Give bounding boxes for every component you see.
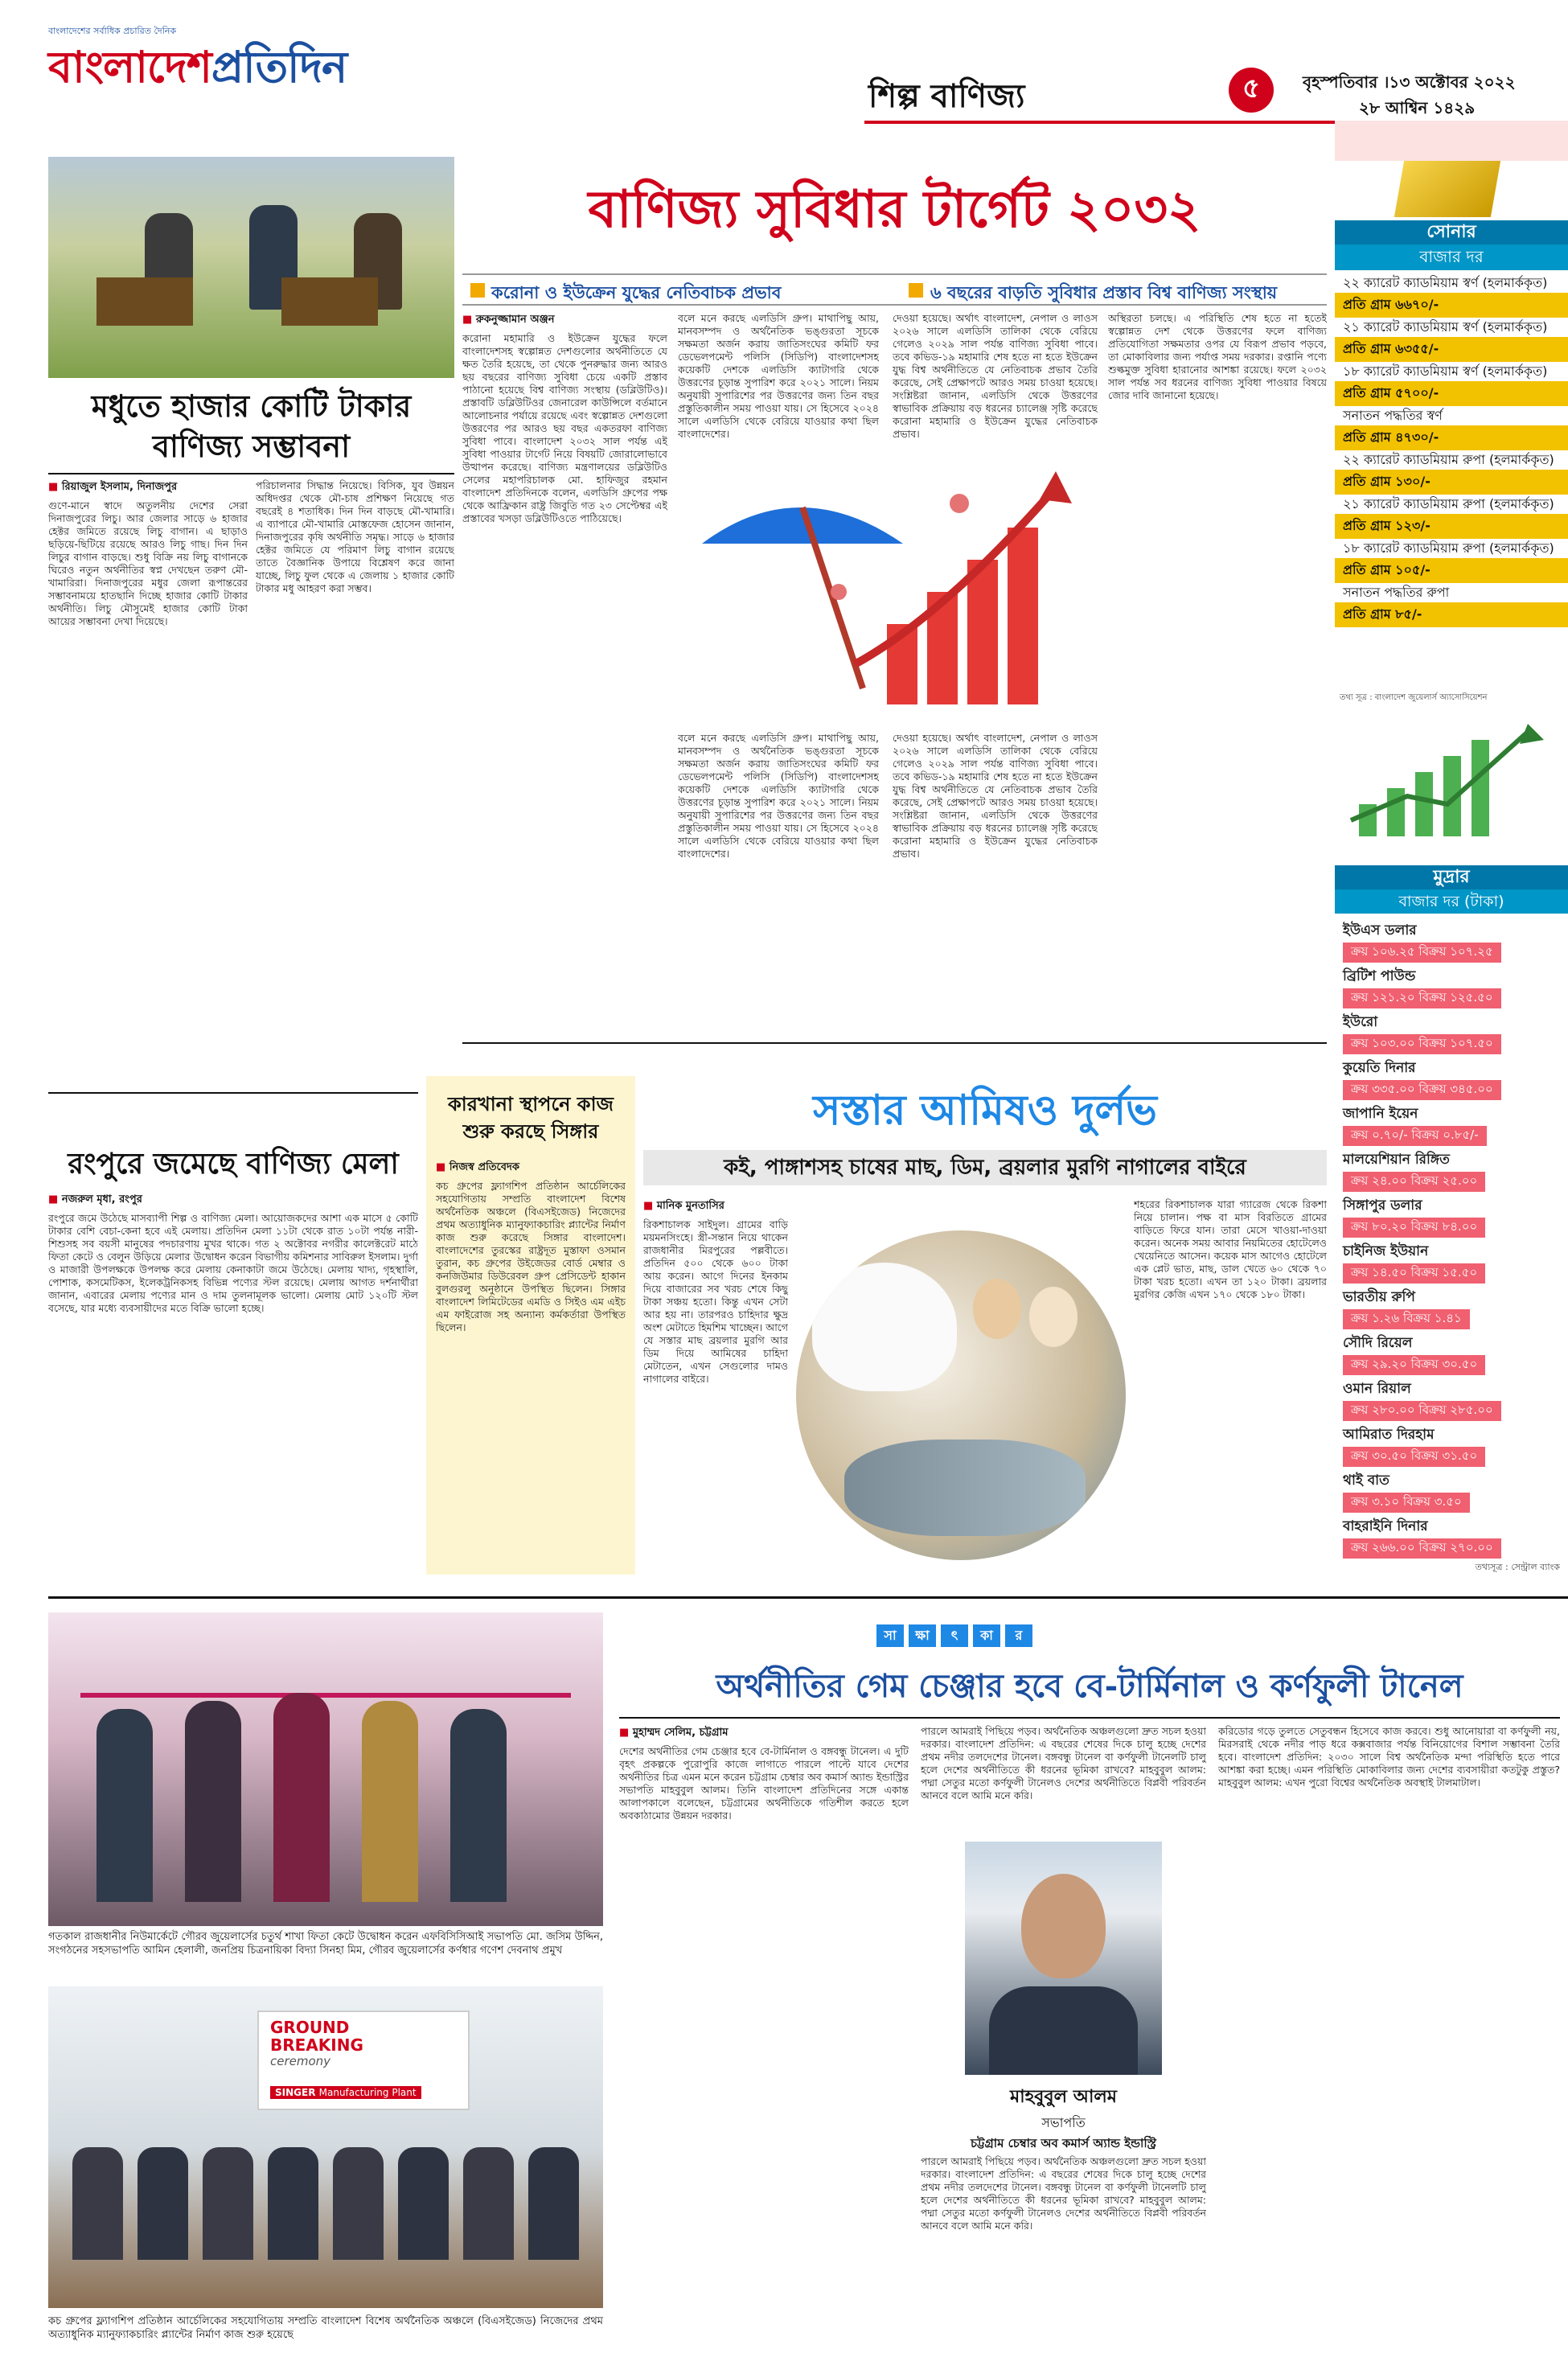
- gold-item-name: ১৮ ক্যারেট ক্যাডমিয়াম স্বর্ণ (হলমার্ককৃত): [1343, 363, 1548, 379]
- person-figure: [268, 2147, 318, 2260]
- currency-rate: ক্রয় ১০৬.২৫ বিক্রয় ১০৭.২৫: [1343, 943, 1501, 963]
- currency-name: বাহরাইনি দিনার: [1343, 1518, 1428, 1534]
- masthead: [0, 0, 1568, 137]
- interview-tag: [876, 1624, 1032, 1649]
- currency-rate: ক্রয় ৩০.৫০ বিক্রয় ৩১.৫০: [1343, 1447, 1485, 1467]
- person-figure: [203, 2147, 253, 2260]
- gold-item-name: সনাতন পদ্ধতির রুপা: [1343, 585, 1450, 600]
- gold-item-price: প্রতি গ্রাম ১০৫/-: [1335, 558, 1568, 583]
- honey-byline: ■ রিয়াজুল ইসলাম, দিনাজপুর: [48, 481, 178, 493]
- gold-item-name: ২১ ক্যারেট ক্যাডমিয়াম রুপা (হলমার্ককৃত): [1343, 496, 1554, 511]
- date-band: [1335, 121, 1568, 161]
- logo-accent: প্রতিদিন: [211, 41, 347, 92]
- interview-tag-letter: র: [1005, 1624, 1032, 1647]
- gold-item-price: প্রতি গ্রাম ৮৫/-: [1335, 602, 1568, 627]
- egg-shape: [973, 1279, 1021, 1339]
- interview-text-2: পারলে আমরাই পিছিয়ে পড়ব। অর্থনৈতিক অঞ্চলগুলো দ্রুত সচল হওয়া দরকার। বাংলাদেশ প্রতিদিন: এ বছরের শেষের দিকে চালু হচ্ছে দেশের প্রথম নদীর তলদেশের টানেল। বঙ্গবন্ধু টানেল বা কর্ণফুলী টানেলটি চালু হলে দেশের অর্থনীতিতে কী ধরনের ভূমিকা রাখবে? মাহবুবুল আলম: পদ্মা সেতুর মতো কর্ণফুলী টানেলও দেশের অর্থনীতিতে বিপ্লবী পরিবর্তন আনবে বলে আমি মনে করি।: [921, 1725, 1206, 1801]
- interview-headline[interactable]: অর্থনীতির গেম চেঞ্জার হবে বে-টার্মিনাল ও কর্ণফুলী টানেল: [716, 1667, 1463, 1705]
- gold-title-2: বাজার দর: [1419, 247, 1484, 266]
- newspaper-logo[interactable]: [48, 34, 347, 106]
- growth-chart-icon: [1335, 708, 1568, 852]
- currency-name: ব্রিটিশ পাউন্ড: [1343, 968, 1416, 984]
- rangpur-byline: ■ নজরুল মৃধা, রংপুর: [48, 1193, 142, 1205]
- gold-item-price: প্রতি গ্রাম ১৩০/-: [1335, 470, 1568, 495]
- gold-title-1: সোনার: [1335, 220, 1568, 244]
- currency-name: সিঙ্গাপুর ডলার: [1343, 1197, 1422, 1214]
- currency-rate: ক্রয় ২৪.০০ বিক্রয় ২৫.০০: [1343, 1172, 1485, 1192]
- lead-text-2: বলে মনে করছে এলডিসি গ্রুপ। মাথাপিছু আয়, মানবসম্পদ ও অর্থনৈতিক ভঙ্গুরতা সূচকে সক্ষমতা অর্জন করায় জাতিসংঘের কমিটি ফর ডেভেলপমেন্ট পলিসি (সিডিপি) বাংলাদেশসহ কয়েকটি দেশকে এলডিসি ক্যাটাগরি থেকে উত্তরণের চূড়ান্ত সুপারিশ করে ২০২১ সালে। নিয়ম অনুযায়ী সুপারিশের পর উত্তরণের জন্য তিন বছর প্রস্তুতিকালীন সময় পাওয়া যায়। সে হিসেবে ২০২৪ সালে এলডিসি থেকে বেরিয়ে যাওয়ার কথা ছিল বাংলাদেশের।: [678, 312, 879, 440]
- divider: [48, 473, 454, 474]
- gold-item-price: প্রতি গ্রাম ১২৩/-: [1335, 514, 1568, 539]
- person-figure: [138, 2147, 188, 2260]
- honey-text-2: পরিচালনার সিদ্ধান্ত নিয়েছে। বিসিক, যুব উন্নয়ন অধিদপ্তর থেকে মৌ-চাষ প্রশিক্ষণ নিয়েছে গত বছরেই ৪ শতাধিক। দিন দিন বাড়ছে মৌ-খামারি। এ ব্যাপারে মৌ-খামারি মোস্তফেজ হোসেন জানান, দিনাজপুরের কৃষি অর্থনীতি সমৃদ্ধ। সাড়ে ৬ হাজার হেক্টর জমিতে যে পরিমাণ লিচু বাগান রয়েছে তাতে বৈজ্ঞানিক উপায়ে বিশ্লেষণ করে জানা যাচ্ছে, লিচু ফুল থেকে এ জেলায় ১ হাজার কোটি টাকার মধু আহরণ করা সম্ভব।: [256, 479, 454, 594]
- person-figure: [273, 1693, 330, 1902]
- factory-byline: ■ নিজস্ব প্রতিবেদক: [436, 1161, 519, 1173]
- honey-col1: [48, 479, 248, 1090]
- factory-text: কচ গ্রুপের ফ্ল্যাগশিপ প্রতিষ্ঠান আর্চেলিকের সহযোগিতায় সম্প্রতি বাংলাদেশ বিশেষ অর্থনৈতিক অঞ্চলে (বিএসইজেড) নিজেদের প্রথম অত্যাধুনিক ম্যানুফ্যাকচারিং প্ল্যান্টের নির্মাণ কাজ শুরু করেছে সিঙ্গার বাংলাদেশ। বাংলাদেশের তুরস্কের রাষ্ট্রদূত মুস্তাফা ওসমান তুরান, কচ গ্রুপের উইজেডর বোর্ড মেম্বার ও কনজিউমার ডিউরেবল গ্রুপ প্রেসিডেন্ট হাকান বুলগুরলু অনুষ্ঠানে উপস্থিত ছিলেন। সিঙ্গার বাংলাদেশ লিমিটেডের এমডি ও সিইও এম এইচ এম ফাইরোজ সহ অন্যান্য কর্মকর্তারা উপস্থিত ছিলেন।: [436, 1180, 626, 1333]
- person-figure: [362, 1701, 418, 1902]
- interview-tag-letter: ৎ: [941, 1624, 968, 1647]
- gold-item-name: ১৮ ক্যারেট ক্যাডমিয়াম রুপা (হলমার্ককৃত): [1343, 540, 1554, 556]
- gold-bar-icon: [1394, 161, 1500, 217]
- banner-ceremony: ceremony: [270, 2054, 331, 2068]
- ceremony-banner: [257, 2011, 470, 2110]
- kicker-bullet-icon: [909, 283, 923, 298]
- arrow-head-icon: [1040, 471, 1072, 503]
- currency-name: কুয়েতি দিনার: [1343, 1060, 1416, 1076]
- currency-rate: ক্রয় ৩৩৫.০০ বিক্রয় ৩৪৫.০০: [1343, 1080, 1501, 1100]
- currency-name: চাইনিজ ইউয়ান: [1343, 1243, 1429, 1259]
- egg-shape: [1029, 1287, 1077, 1347]
- currency-rate: ক্রয় ২৬৬.০০ বিক্রয় ২৭০.০০: [1343, 1538, 1501, 1559]
- currency-rate: ক্রয় ১০৩.০০ বিক্রয় ১০৭.৫০: [1343, 1034, 1501, 1054]
- fish-byline: ■ মানিক মুনতাসির: [643, 1200, 724, 1212]
- logo-tagline: বাংলাদেশের সর্বাধিক প্রচারিত দৈনিক: [48, 26, 177, 36]
- currency-rate: ক্রয় ৩.১০ বিক্রয় ৩.৫০: [1343, 1493, 1470, 1513]
- interview-col1: [619, 1725, 909, 2364]
- fish-shape: [844, 1440, 1086, 1536]
- virus-icon: [831, 584, 847, 600]
- interview-text-1: দেশের অর্থনীতির গেম চেঞ্জার হবে বে-টার্মিনাল ও বঙ্গবন্ধু টানেল। এ দুটি বৃহৎ প্রকল্পকে পুরোপুরি কাজে লাগাতে পারলে পাল্টে যাবে দেশের অর্থনীতির চিত্র এমন মনে করেন চট্টগ্রাম চেম্বার অব কমার্স অ্যান্ড ইন্ডাস্ট্রির সভাপতি মাহবুবুল আলম। তিনি বাংলাদেশ প্রতিদিনের সঙ্গে একান্ত আলাপকালে বলেছেন, চট্টগ্রামের অর্থনীতিকে গতিশীল করতে হলে অবকাঠামোর উন্নয়ন দরকার।: [619, 1745, 909, 1822]
- divider: [48, 1092, 418, 1094]
- banner-breaking: BREAKING: [270, 2035, 363, 2055]
- lead-illustration: [678, 455, 1100, 725]
- singer-groundbreaking-photo: [48, 1986, 603, 2308]
- divider: [48, 1596, 1568, 1599]
- factory-box: [426, 1076, 635, 1575]
- person-figure: [398, 2147, 449, 2260]
- gold-item-price: প্রতি গ্রাম ৪৭৩০/-: [1335, 425, 1568, 450]
- virus-icon: [950, 494, 969, 513]
- lead-kicker-2: ৬ বছরের বাড়তি সুবিধার প্রস্তাব বিশ্ব বাণিজ্য সংস্থায়: [930, 283, 1278, 302]
- divider: [462, 1042, 1327, 1044]
- honeycomb-frame: [96, 277, 193, 326]
- portrait-caption: [921, 2083, 1206, 2154]
- currency-rate: ক্রয় ১.২৬ বিক্রয় ১.৪১: [1343, 1309, 1470, 1329]
- gold-price-list: [1335, 273, 1568, 627]
- currency-name: আমিরাত দিরহাম: [1343, 1427, 1435, 1443]
- currency-name: ইউএস ডলার: [1343, 922, 1417, 939]
- currency-rate: ক্রয় ১২১.২০ বিক্রয় ১২৫.৫০: [1343, 988, 1501, 1008]
- lead-byline: ■ রুকনুজ্জামান অঞ্জন: [462, 314, 555, 326]
- portrait-name: মাহবুবুল আলম: [1010, 2087, 1117, 2107]
- gold-item-name: ২২ ক্যারেট ক্যাডমিয়াম স্বর্ণ (হলমার্ককৃত): [1343, 275, 1548, 290]
- rangpur-block: [48, 1192, 418, 1558]
- currency-name: মালয়েশিয়ান রিঙ্গিত: [1343, 1152, 1450, 1168]
- currency-name: জাপানি ইয়েন: [1343, 1106, 1418, 1122]
- section-title: শিল্প বাণিজ্য: [868, 77, 1025, 115]
- currency-source: তথ্যসূত্র : সেন্ট্রাল ব্যাংক: [1475, 1562, 1560, 1572]
- lead-text-3b: দেওয়া হয়েছে। অর্থাৎ বাংলাদেশ, নেপাল ও লাওস ২০২৬ সালে এলডিসি তালিকা থেকে বেরিয়ে গেলেও ২০২৯ সাল পর্যন্ত বাণিজ্য সুবিধা পাবে। তবে কভিড-১৯ মহামারি শেষ হতে না হতে ইউক্রেন যুদ্ধ বিশ্ব অর্থনীতিতে যে নেতিবাচক প্রভাব তৈরি করেছে, সেই প্রেক্ষাপটে আরও সময় চাওয়া হয়েছে। সংশ্লিষ্টরা জানান, এলডিসি থেকে উত্তরণের স্বাভাবিক প্রক্রিয়ায় বড় ধরনের চ্যালেঞ্জ সৃষ্টি করেছে করোনা মহামারি ও ইউক্রেন যুদ্ধের নেতিবাচক প্রভাব।: [893, 732, 1098, 860]
- fish-subhead: কই, পাঙ্গাশসহ চাষের মাছ, ডিম, ব্রয়লার মুরগি নাগালের বাইরে: [643, 1150, 1327, 1185]
- rangpur-text: রংপুরে জমে উঠেছে মাসব্যাপী শিল্প ও বাণিজ্য মেলা। আয়োজকদের আশা এক মাসে ৫ কোটি টাকার বেশি বেচা-কেনা হবে এই মেলায়। প্রতিদিন মেলা ১১টা থেকে রাত ১০টা পর্যন্ত নারী-শিশুসহ সব বয়সী মানুষের পদচারণায় মুখর থাকে। গত ২ অক্টোবর নগরীর কালেক্টরেট মাঠে ফিতা কেটে ও বেলুন উড়িয়ে মেলার উদ্বোধন করেন বিভাগীয় কমিশনার সাবিরুল ইসলাম। দুর্গা ও মাজারী উপলক্ষকে উপলক্ষ করে মেলায় কেনাকাটা জমে উঠেছে। মেলায় খাদ্য, গৃহস্থালি, পোশাক, কসমেটিকস, ইলেকট্রনিকসহ বিভিন্ন পণ্যের স্টল রয়েছে। মেলায় আগত দর্শনার্থীরা জানান, এবারের মেলায় পণ্যের মান ও দাম তুলনামূলক ভালো। মেলায় মোট ১২০টি স্টল বসেছে, যার মধ্যে ব্যবসায়ীদের মতে বিক্রি ভালো হচ্ছে।: [48, 1212, 418, 1314]
- currency-rate: ক্রয় ২৯.২০ বিক্রয় ৩০.৫০: [1343, 1355, 1485, 1375]
- honey-headline[interactable]: মধুতে হাজার কোটি টাকার বাণিজ্য সম্ভাবনা: [91, 388, 412, 464]
- singer-caption: কচ গ্রুপের ফ্ল্যাগশিপ প্রতিষ্ঠান আর্চেলিকের সহযোগিতায় সম্প্রতি বাংলাদেশ বিশেষ অর্থনৈতিক অঞ্চলে (বিএসইজেড) নিজেদের প্রথম অত্যাধুনিক ম্যানুফ্যাকচারিং প্ল্যান্টের নির্মাণ কাজ শুরু হয়েছে: [48, 2315, 603, 2341]
- interview-tag-letter: সা: [876, 1624, 904, 1647]
- interview-text-3: করিডোর গড়ে তুলতে সেতুবন্ধন হিসেবে কাজ করবে। শুধু আনোয়ারা বা কর্ণফুলী নয়, মিরসরাই থেকে নদীর পাড় ধরে কক্সবাজার পর্যন্ত বিনিয়োগের বিশাল সম্ভাবনা তৈরি হবে। বাংলাদেশ প্রতিদিন: ২০৩০ সালে বিশ্ব অর্থনৈতিক মন্দা পরিস্থিতি হতে পারে আশঙ্কা করা হচ্ছে। এমন পরিস্থিতি মোকাবিলার জন্য দেশের ব্যবসায়ীরা কতটুকু প্রস্তুত? মাহবুবুল আলম: এখন পুরো বিশ্বের অর্থনৈতিক অবস্থাই টালমাটাল।: [1218, 1725, 1560, 1789]
- currency-title-1: মুদ্রার: [1335, 865, 1568, 889]
- lead-text-2b: বলে মনে করছে এলডিসি গ্রুপ। মাথাপিছু আয়, মানবসম্পদ ও অর্থনৈতিক ভঙ্গুরতা সূচকে সক্ষমতা অর্জন করায় জাতিসংঘের কমিটি ফর ডেভেলপমেন্ট পলিসি (সিডিপি) বাংলাদেশসহ কয়েকটি দেশকে এলডিসি ক্যাটাগরি থেকে উত্তরণের চূড়ান্ত সুপারিশ করে ২০২১ সালে। নিয়ম অনুযায়ী সুপারিশের পর উত্তরণের জন্য তিন বছর প্রস্তুতিকালীন সময় পাওয়া যায়। সে হিসেবে ২০২৪ সালে এলডিসি থেকে বেরিয়ে যাওয়ার কথা ছিল বাংলাদেশের।: [678, 732, 879, 860]
- factory-headline[interactable]: কারখানা স্থাপনে কাজ শুরু করছে সিঙ্গার: [448, 1092, 614, 1143]
- lead-col1: [462, 312, 667, 1060]
- portrait-title: সভাপতি: [1041, 2115, 1086, 2130]
- suit-shape: [989, 1986, 1138, 2075]
- fish-egg-chicken-photo: [796, 1230, 1126, 1560]
- gold-item-name: সনাতন পদ্ধতির স্বর্ণ: [1343, 408, 1443, 423]
- currency-name: ইউরো: [1343, 1014, 1378, 1030]
- growth-bar: [1008, 528, 1038, 704]
- currency-title-2: বাজার দর (টাকা): [1398, 893, 1504, 910]
- page-number-badge: ৫: [1229, 68, 1274, 113]
- currency-name: ওমান রিয়াল: [1343, 1381, 1411, 1397]
- interview-text-2b: পারলে আমরাই পিছিয়ে পড়ব। অর্থনৈতিক অঞ্চলগুলো দ্রুত সচল হওয়া দরকার। বাংলাদেশ প্রতিদিন: এ বছরের শেষের দিকে চালু হচ্ছে দেশের প্রথম নদীর তলদেশের টানেল। বঙ্গবন্ধু টানেল বা কর্ণফুলী টানেলটি চালু হলে দেশের অর্থনীতিতে কী ধরনের ভূমিকা রাখবে? মাহবুবুল আলম: পদ্মা সেতুর মতো কর্ণফুলী টানেলও দেশের অর্থনীতিতে বিপ্লবী পরিবর্তন আনবে বলে আমি মনে করি।: [921, 2155, 1206, 2232]
- rangpur-headline[interactable]: রংপুরে জমেছে বাণিজ্য মেলা: [68, 1147, 399, 1181]
- growth-bar: [967, 560, 998, 704]
- gold-item-name: ২২ ক্যারেট ক্যাডমিয়াম রুপা (হলমার্ককৃত): [1343, 452, 1554, 467]
- umbrella-growth-graphic: [678, 455, 1100, 725]
- divider: [619, 1717, 1560, 1719]
- interview-tag-letter: কা: [973, 1624, 1000, 1647]
- currency-rate: ক্রয় ৮০.২০ বিক্রয় ৮৪.০০: [1343, 1218, 1485, 1238]
- fish-col1: [643, 1198, 788, 1588]
- person-figure: [72, 2147, 123, 2260]
- lead-kicker-bar: [462, 273, 1327, 306]
- portrait-photo: [965, 1842, 1162, 2075]
- currency-title-box: [1335, 865, 1568, 914]
- interview-tag-letter: ক্ষা: [909, 1624, 936, 1647]
- honey-text-1: গুণে-মানে স্বাদে অতুলনীয় দেশের সেরা দিনাজপুরের লিচু। আর জেলার সাড়ে ৬ হাজার হেক্টর জমিতে রয়েছে লিচু বাগান। এ ছাড়াও ছড়িয়ে-ছিটিয়ে রয়েছে আরও লিচু গাছ। দিন দিন লিচুর বাগান বাড়ছে। শুধু বিক্রি নয় লিচু বাগানকে ঘিরেও নতুন অর্থনীতির স্বপ্ন দেখছেন তরুণ মৌ-খামারিরা। দিনাজপুরের মধুর জেলা রূপান্তরের সম্ভাবনাময়ে হাতছানি দিচ্ছে হাজার কোটি টাকার অর্থনীতি। লিচু মৌসুমেই হাজার কোটি টাকা আয়ের সম্ভাবনা দেখা দিয়েছে।: [48, 499, 248, 627]
- lead-text-4: অস্থিরতা চলছে। এ পরিস্থিতি শেষ হতে না হতেই স্বল্পোন্নত দেশ থেকে উত্তরণের ফলে বাণিজ্য প্রতিযোগিতা সক্ষমতার ওপর যে বিরূপ প্রভাব পড়বে, তা মোকাবিলার জন্য পর্যাপ্ত সময় দরকার। রপ্তানি পণ্যে শুল্কমুক্ত সুবিধা হারানোর আশঙ্কা রয়েছে। ফলে ২০৩২ সাল পর্যন্ত সব ধরনের বাণিজ্য সুবিধা পাওয়ার বিষয়ে জোর দাবি জানানো হয়েছে।: [1108, 312, 1327, 401]
- date-gregorian: বৃহস্পতিবার ।১৩ অক্টোবর ২০২২: [1303, 72, 1516, 92]
- currency-name: থাই বাত: [1343, 1472, 1389, 1489]
- lead-headline[interactable]: বাণিজ্য সুবিধার টার্গেট ২০৩২: [588, 179, 1201, 240]
- gold-item-name: ২১ ক্যারেট ক্যাডমিয়াম স্বর্ণ (হলমার্ককৃত): [1343, 319, 1548, 335]
- face-shape: [1021, 1874, 1106, 1978]
- person-figure: [450, 1709, 507, 1902]
- person-figure: [528, 2147, 579, 2260]
- lead-kicker-1: করোনা ও ইউক্রেন যুদ্ধের নেতিবাচক প্রভাব: [491, 283, 782, 302]
- kicker-bullet-icon: [470, 283, 485, 298]
- currency-rate: ক্রয় ২৮০.০০ বিক্রয় ২৮৫.০০: [1343, 1401, 1501, 1421]
- gold-item-price: প্রতি গ্রাম ৬৩৫৫/-: [1335, 337, 1568, 362]
- fish-headline[interactable]: সস্তার আমিষও দুর্লভ: [813, 1086, 1157, 1135]
- currency-name: সৌদি রিয়েল: [1343, 1335, 1413, 1351]
- jewellery-caption: গতকাল রাজধানীর নিউমার্কেটে গৌরব জুয়েলার্সের চতুর্থ শাখা ফিতা কেটে উদ্বোধন করেন এফবিসিসিআই সভাপতি মো. জসিম উদ্দিন, সংগঠনের সহসভাপতি আমিন হেলালী, জনপ্রিয় চিত্রনায়িকা বিদ্যা সিনহা মিম, গৌরব জুয়েলার্সের কর্ণধার গণেশ দেবনাথ প্রমুখ: [48, 1931, 603, 1957]
- banner-ground: GROUND: [270, 2018, 350, 2037]
- chicken-shape: [812, 1263, 957, 1391]
- gold-source: তথ্য সূত্র : বাংলাদেশ জুয়েলার্স অ্যাসোসিয়েশন: [1340, 693, 1488, 702]
- fish-text-2: শহরের রিকশাচালক যারা গ্যারেজ থেকে রিকশা নিয়ে চালান। পক্ষ বা মাস বিরতিতে গ্রামের বাড়িতে ফিরে যান। তারা মেসে খাওয়া-দাওয়া করেন। অনেক সময় আবার নিয়মিতের হোটেলেও খেয়েনিতে আসেন। কয়েক মাস আগেও হোটেলে এক প্লেট ভাত, মাছ, ডাল খেতে ৬০ থেকে ৭০ টাকা খরচ হতো। এখন তা ১২০ টাকা। ব্রয়লার মুরগির কেজি এখন ১৭০ থেকে ১৮০ টাকা।: [1134, 1198, 1327, 1300]
- person-figure: [463, 2147, 514, 2260]
- person-figure: [333, 2147, 384, 2260]
- interview-byline: ■ মুহাম্মদ সেলিম, চট্টগ্রাম: [619, 1727, 729, 1739]
- lead-text-1: করোনা মহামারি ও ইউক্রেন যুদ্ধের ফলে বাংলাদেশসহ স্বল্পোন্নত দেশগুলোর অর্থনীতিতে যে ক্ষত তৈরি হয়েছে, তা থেকে পুনরুদ্ধার জন্য আরও ছয় বছরের বাণিজ্য সুবিধা চেয়ে একটি প্রস্তাব পাঠানো হয়েছে বিশ্ব বাণিজ্য সংস্থায় (ডব্লিউটিও)। প্রস্তাবটি ডব্লিউটিওর জেনারেল কাউন্সিলে বর্তমানে আলোচনার পর্যায়ে রয়েছে এবং স্বল্পোন্নত দেশগুলো উত্তরণের পর আরও ছয় বছর একতরফা বাণিজ্য সুবিধা পাবে। বাংলাদেশ ২০৩২ সাল পর্যন্ত এই সুবিধা পাওয়ার টার্গেট নিয়ে বিষয়টি জোরালোভাবে উত্থাপন করেছে। বাণিজ্য মন্ত্রণালয়ের ডব্লিউটিও সেলের মহাপরিচালক মো. হাফিজুর রহমান বাংলাদেশ প্রতিদিনকে বলেন, এলডিসি গ্রুপের পক্ষ থেকে আফ্রিকান রাষ্ট্র জিবুতি গত ২৩ সেপ্টেম্বর এই প্রস্তাবের খসড়া ডব্লিউটিওতে পাঠিয়েছে।: [462, 332, 667, 524]
- honey-photo: [48, 157, 454, 378]
- jewellery-opening-photo: [48, 1612, 603, 1926]
- date-bengali: ২৮ আশ্বিন ১৪২৯: [1359, 98, 1476, 117]
- currency-name: ভারতীয় রুপি: [1343, 1289, 1415, 1305]
- ribbon: [80, 1693, 571, 1698]
- singer-logo: SINGER Manufacturing Plant: [270, 2086, 421, 2099]
- fish-text-1: রিকশাচালক সাইদুল। গ্রামের বাড়ি ময়মনসিংহে। স্ত্রী-সন্তান নিয়ে থাকেন রাজধানীর মিরপুরের পল্লবীতে। প্রতিদিন ৫০০ থেকে ৬০০ টাকা আয় করেন। আগে দিনের ইনকাম দিয়ে বাজারের সব খরচ শেষে কিছু টাকা সঞ্চয় হতো। কিন্তু এখন সেটা আর হয় না। তারপরও চাহিদার ক্ষুদ্র অংশ মেটাতে হিমশিম খাচ্ছেন। আগে যে সস্তার মাছ ব্রয়লার মুরগি আর ডিম দিয়ে আমিষের চাহিদা মেটাতেন, এখন সেগুলোর দামও নাগালের বাইরে।: [643, 1218, 788, 1385]
- portrait-org: চট্টগ্রাম চেম্বার অব কমার্স অ্যান্ড ইন্ডাস্ট্রি: [970, 2136, 1157, 2150]
- currency-rate-list: [1335, 918, 1568, 1560]
- currency-rate: ক্রয় ০.৭০/- বিক্রয় ০.৮৫/-: [1343, 1126, 1487, 1146]
- gold-item-price: প্রতি গ্রাম ৬৬৭০/-: [1335, 293, 1568, 318]
- dignitaries-row: [72, 2147, 579, 2260]
- person-figure: [185, 1701, 241, 1902]
- currency-rate: ক্রয় ১৪.৫০ বিক্রয় ১৫.৫০: [1343, 1263, 1485, 1284]
- gold-item-price: প্রতি গ্রাম ৫৭০০/-: [1335, 381, 1568, 406]
- logo-main: বাংলাদেশ: [48, 41, 211, 92]
- lead-text-3: দেওয়া হয়েছে। অর্থাৎ বাংলাদেশ, নেপাল ও লাওস ২০২৬ সালে এলডিসি তালিকা থেকে বেরিয়ে গেলেও ২০২৯ সাল পর্যন্ত বাণিজ্য সুবিধা পাবে। তবে কভিড-১৯ মহামারি শেষ হতে না হতে ইউক্রেন যুদ্ধ বিশ্ব অর্থনীতিতে যে নেতিবাচক প্রভাব তৈরি করেছে, সেই প্রেক্ষাপটে আরও সময় চাওয়া হয়েছে। সংশ্লিষ্টরা জানান, এলডিসি থেকে উত্তরণের স্বাভাবিক প্রক্রিয়ায় বড় ধরনের চ্যালেঞ্জ সৃষ্টি করেছে করোনা মহামারি ও ইউক্রেন যুদ্ধের নেতিবাচক প্রভাব।: [893, 312, 1098, 440]
- gold-title-box: [1335, 220, 1568, 270]
- rising-arrow-graphic: [1335, 708, 1568, 852]
- person-figure: [96, 1709, 153, 1902]
- honeycomb-frame: [281, 277, 378, 326]
